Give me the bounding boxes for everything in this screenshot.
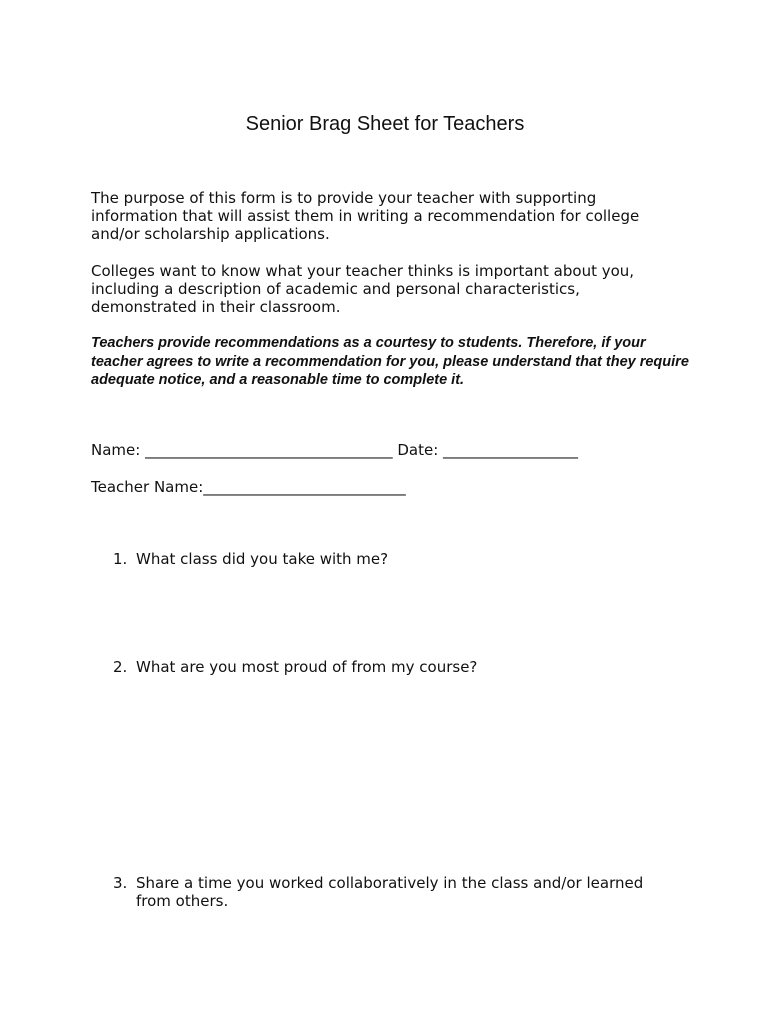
courtesy-notice: Teachers provide recommendations as a courtesy to students. Therefore, if your teacher agrees to write a recommendation for you, please understand that they require adequate notice, and a reasonable time to complete it. — [91, 335, 689, 388]
name-date-field: Name: _________________________________ Date: __________________ — [91, 441, 579, 459]
question-number: 1. — [113, 550, 128, 568]
question-number: 3. — [113, 874, 128, 892]
question-text: What are you most proud of from my course? — [136, 658, 478, 676]
colleges-paragraph: Colleges want to know what your teacher thinks is important about you, including a description of academic and personal characteristics, demonstrated in their classroom. — [91, 262, 635, 316]
teacher-name-field: Teacher Name:___________________________ — [91, 478, 406, 496]
purpose-paragraph: The purpose of this form is to provide your teacher with supporting information that will assist them in writing a recommendation for college and/or scholarship applications. — [91, 189, 640, 243]
page-title: Senior Brag Sheet for Teachers — [245, 113, 525, 135]
question-text: What class did you take with me? — [136, 550, 389, 568]
question-number: 2. — [113, 658, 128, 676]
question-1 — [113, 550, 673, 568]
question-2 — [113, 658, 673, 676]
question-text: Share a time you worked collaboratively in the class and/or learned from others. — [136, 874, 644, 910]
question-3 — [113, 874, 673, 910]
